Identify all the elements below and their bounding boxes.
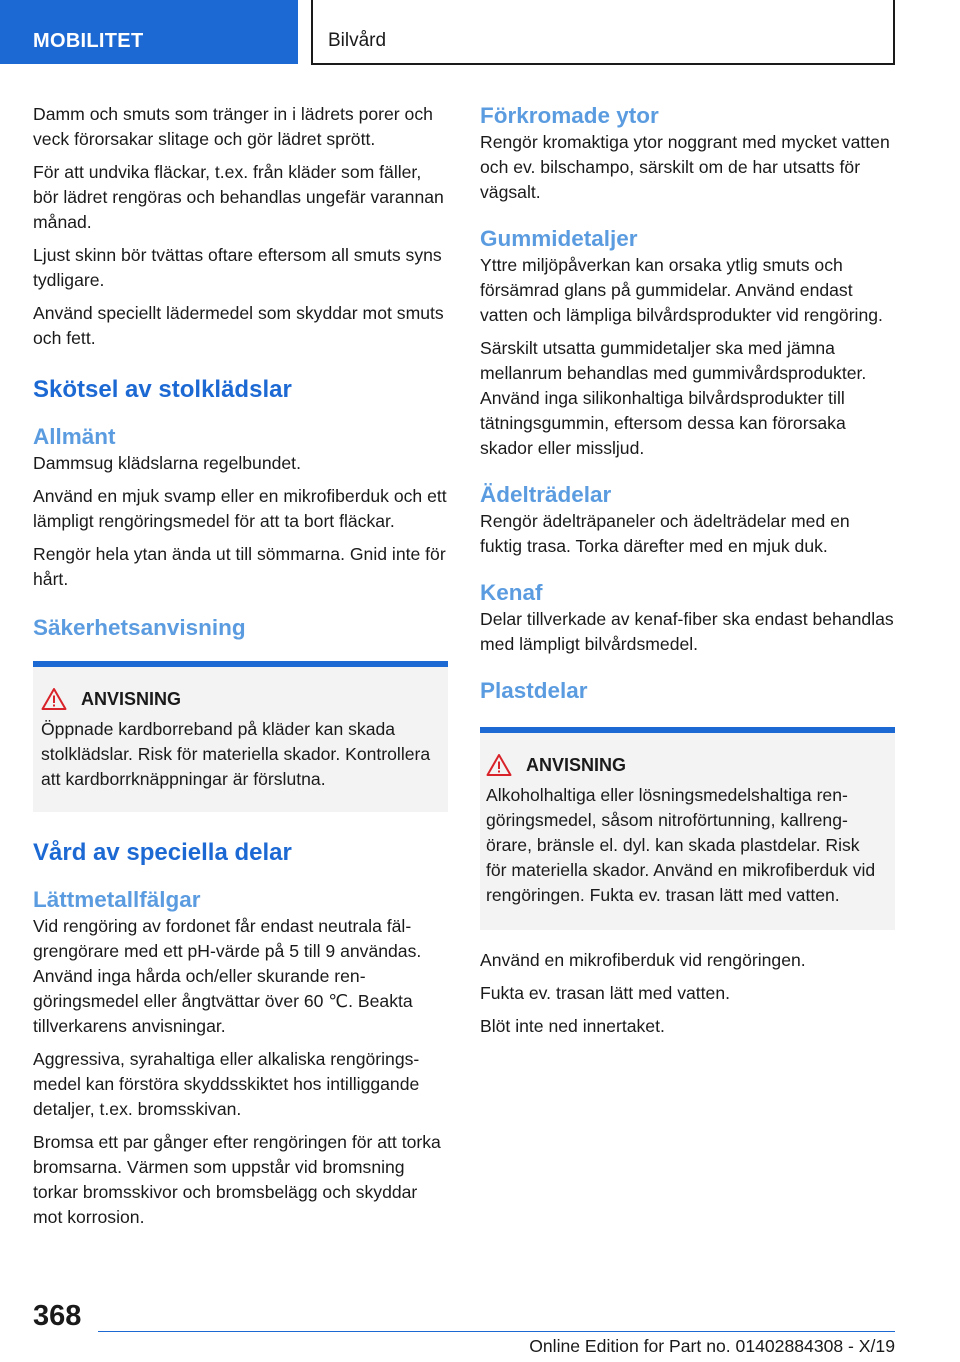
subsection-heading: Ädelträdelar: [480, 482, 612, 507]
paragraph: Använd en mjuk svamp eller en mikrofiberduk och ett lämpligt rengöringsmedel för att ta bort fläckar.: [33, 486, 447, 531]
chapter-title: Bilvård: [328, 30, 387, 51]
page-number: 368: [33, 1300, 82, 1332]
footer-divider: [98, 1331, 895, 1332]
paragraph: Bromsa ett par gånger efter rengöringen för att torka bromsarna. Värmen som uppstår vid bromsning torkar bromsskivor och bromsbelägg och skyddar mot korrosion.: [33, 1132, 441, 1227]
paragraph: Aggressiva, syrahaltiga eller alkaliska rengöringsmedel kan förstöra skyddsskiktet hos intilliggande detaljer, t.ex. bromsskivan.: [33, 1049, 420, 1119]
note-title: ANVISNING: [526, 755, 627, 775]
subsection-heading: Kenaf: [480, 580, 543, 605]
paragraph: Ljust skinn bör tvättas oftare eftersom all smuts syns tydligare.: [33, 245, 442, 290]
section-heading: Vård av speciella delar: [33, 839, 292, 866]
paragraph: Använd speciellt lädermedel som skyddar mot smuts och fett.: [33, 303, 444, 348]
chapter-box: [311, 0, 895, 65]
subsection-heading: Plastdelar: [480, 678, 588, 703]
warning-note: [480, 727, 895, 930]
subsection-heading: Gummidetaljer: [480, 226, 638, 251]
paragraph: Delar tillverkade av kenaf-fiber ska endast behandlas med lämpligt bilvårdsmedel.: [480, 609, 894, 654]
paragraph: Damm och smuts som tränger in i lädrets porer och veck förorsakar slitage och gör lädret sprött.: [33, 104, 433, 149]
paragraph: Särskilt utsatta gummidetaljer ska med jämna mellanrum behandlas med gummivårdsprodukter. Använd inga silikonhaltiga bilvårdsprodukter till tätningsgummin, eftersom dessa kan förorsaka skador eller missljud.: [480, 338, 867, 458]
subsection-heading: Säkerhetsanvisning: [33, 615, 246, 640]
note-title: ANVISNING: [81, 689, 182, 709]
paragraph: För att undvika fläckar, t.ex. från kläder som fäller, bör lädret rengöras och behandlas ungefär varannan månad.: [33, 162, 444, 232]
paragraph: Blöt inte ned innertaket.: [480, 1016, 665, 1036]
subsection-heading: Förkromade ytor: [480, 103, 659, 128]
right-column: [480, 102, 895, 1047]
paragraph: Rengör ädelträpaneler och ädelträdelar med en fuktig trasa. Torka därefter med en mjuk duk.: [480, 511, 850, 556]
note-text: Alkoholhaltiga eller lösningsmedelshaltiga rengöringsmedel, såsom nitroförtunning, kallrengörare, bränsle el. dyl. kan skada plastdelar. Risk för materiella skador. Använd en mikrofiberduk vid rengöringen. Fukta ev. trasan lätt med vatten.: [486, 785, 876, 905]
note-text: Öppnade kardborreband på kläder kan skada stolklädslar. Risk för materiella skador. Kontrollera att kardborrknäppningar är förslutna.: [41, 719, 431, 789]
warning-note: [33, 661, 448, 812]
warning-triangle-icon: [486, 753, 512, 777]
paragraph: Fukta ev. trasan lätt med vatten.: [480, 983, 731, 1003]
paragraph: Rengör hela ytan ända ut till sömmarna. Gnid inte för hårt.: [33, 544, 446, 589]
paragraph: Använd en mikrofiberduk vid rengöringen.: [480, 950, 806, 970]
section-heading: Skötsel av stolklädslar: [33, 376, 292, 403]
paragraph: Yttre miljöpåverkan kan orsaka ytlig smuts och försämrad glans på gummidelar. Använd endast vatten och lämpliga bilvårdsprodukter vid rengöring.: [480, 255, 883, 325]
paragraph: Vid rengöring av fordonet får endast neutrala fälgrengörare med ett pH-värde på 5 till 9 användas. Använd inga hårda och/eller skurande rengöringsmedel eller ångtvättar över 60 ℃. Beakta tillverkarens anvisningar.: [33, 916, 422, 1036]
left-column: [33, 102, 448, 1238]
note-header: [486, 753, 883, 777]
section-tab: [0, 0, 298, 64]
paragraph: Dammsug klädslarna regelbundet.: [33, 453, 301, 473]
subsection-heading: Allmänt: [33, 424, 116, 449]
note-header: [41, 687, 436, 711]
footer-edition: Online Edition for Part no. 01402884308 - X/19: [529, 1336, 895, 1356]
section-title: MOBILITET: [33, 30, 144, 52]
paragraph: Rengör kromaktiga ytor noggrant med mycket vatten och ev. bilschampo, särskilt om de har utsatts för vägsalt.: [480, 132, 890, 202]
subsection-heading: Lättmetallfälgar: [33, 887, 201, 912]
warning-triangle-icon: [41, 687, 67, 711]
